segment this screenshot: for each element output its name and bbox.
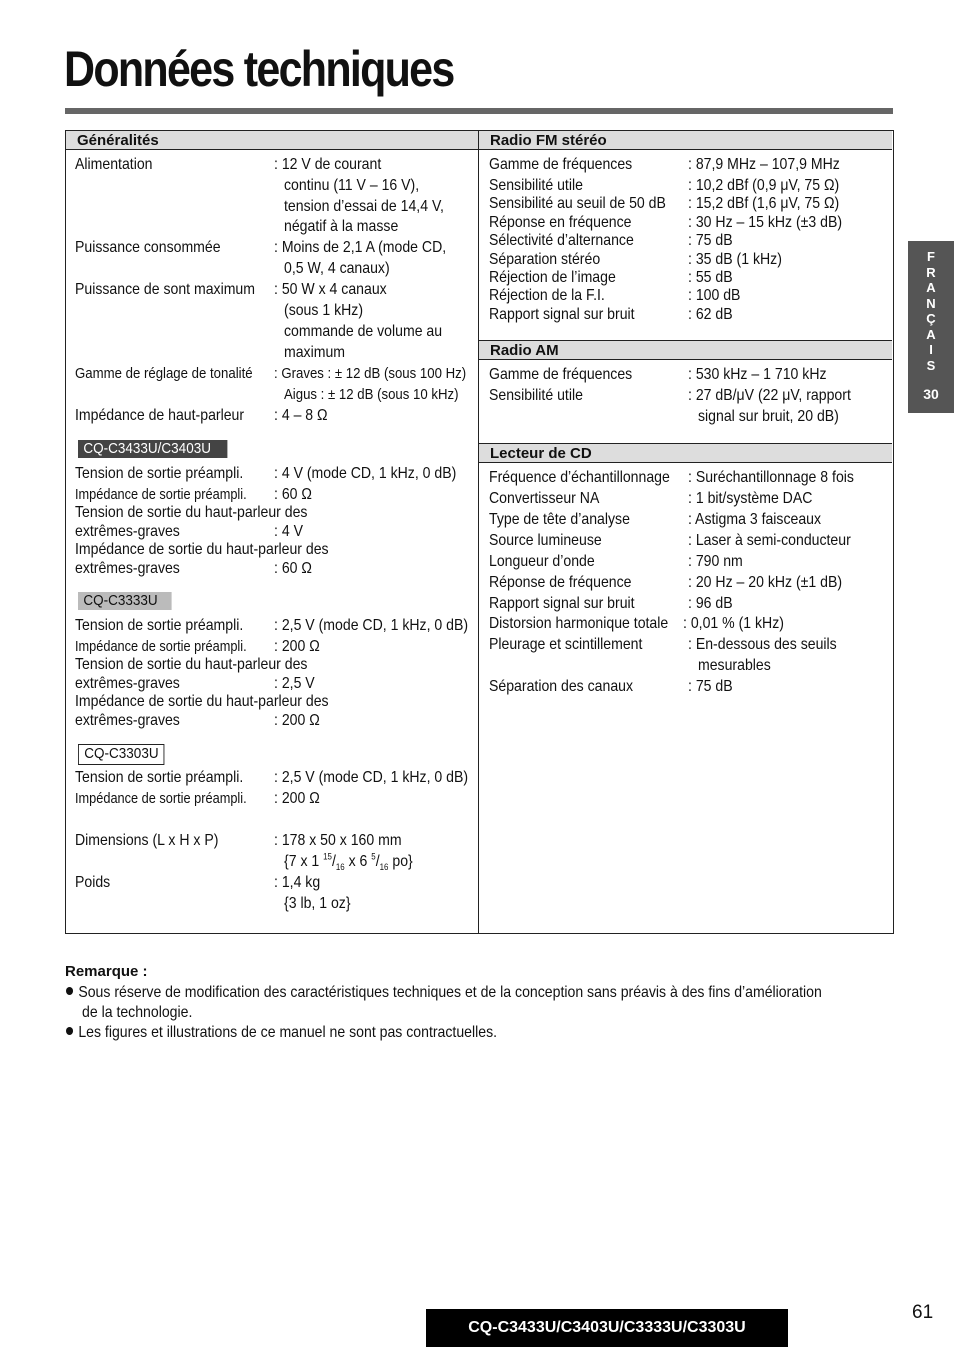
am-value: : 530 kHz – 1 710 kHz — [688, 366, 827, 383]
cd-value: : 96 dB — [688, 595, 733, 612]
cd-value: : Suréchantillonnage 8 fois — [688, 469, 854, 486]
footer-model-list: CQ-C3433U/C3403U/C3333U/C3303U — [426, 1309, 788, 1347]
fm-value: : 55 dB — [688, 269, 733, 286]
section-header-am: Radio AM — [479, 340, 892, 360]
fm-value: : 30 Hz – 15 kHz (±3 dB) — [688, 214, 843, 231]
fm-value: : 87,9 MHz – 107,9 MHz — [688, 156, 840, 173]
spec-value: : 200 Ω — [274, 712, 320, 729]
cd-label: Pleurage et scintillement — [489, 636, 643, 653]
remark-text: Sous réserve de modification des caractéristiques techniques et de la conception sans préavis à des fins d’amélioration — [78, 984, 822, 1001]
tab-letter: N — [926, 295, 936, 311]
spec-label: extrêmes-graves — [75, 675, 180, 692]
spec-value: : 12 V de courant — [274, 156, 382, 173]
am-label: Sensibilité utile — [489, 387, 583, 404]
spec-label: Puissance de sont maximum — [75, 281, 255, 298]
spec-value: : 60 Ω — [274, 486, 312, 503]
bullet-icon — [66, 1027, 73, 1035]
cd-label: Convertisseur NA — [489, 490, 600, 507]
spec-value: : Graves : ± 12 dB (sous 100 Hz) — [274, 365, 467, 382]
section-page-number: 30 — [923, 386, 939, 402]
section-header-cd: Lecteur de CD — [479, 443, 892, 463]
cd-label: Séparation des canaux — [489, 678, 634, 695]
fm-label: Sélectivité d’alternance — [489, 232, 634, 249]
dimensions-inches: {7 x 1 $^{15}/_{16}$ x 6 $^5/_{16}$ po} — [284, 851, 413, 873]
section-header-generalites: Généralités — [66, 131, 478, 150]
fm-label: Réjection de la F.I. — [489, 287, 605, 304]
spec-label: Dimensions (L x H x P) — [75, 832, 219, 849]
cd-label: Réponse de fréquence — [489, 574, 632, 591]
fm-value: : 62 dB — [688, 306, 733, 323]
spec-label: Impédance de sortie préampli. — [75, 791, 247, 807]
fm-value: : 100 dB — [688, 287, 741, 304]
spec-label: extrêmes-graves — [75, 523, 180, 540]
cd-value: mesurables — [698, 657, 771, 674]
bullet-icon — [66, 987, 73, 995]
spec-label: Tension de sortie du haut-parleur des — [75, 504, 308, 521]
cd-value: : En-dessous des seuils — [688, 636, 837, 653]
am-label: Gamme de fréquences — [489, 366, 633, 383]
spec-label: Impédance de sortie du haut-parleur des — [75, 541, 329, 558]
spec-label: Impédance de sortie du haut-parleur des — [75, 693, 329, 710]
model-tag-c3333u: CQ-C3333U — [78, 592, 172, 610]
remark-item-continued: de la technologie. — [82, 1004, 193, 1021]
cd-value: : 790 nm — [688, 553, 743, 570]
spec-label: Alimentation — [75, 156, 153, 173]
spec-label: Tension de sortie du haut-parleur des — [75, 656, 308, 673]
dimension-text: x 6 — [344, 853, 372, 870]
spec-value: (sous 1 kHz) — [284, 302, 364, 319]
tab-letter: I — [929, 342, 933, 357]
spec-value: maximum — [284, 344, 346, 361]
spec-value: : 178 x 50 x 160 mm — [274, 832, 402, 849]
fm-value: : 15,2 dBf (1,6 μV, 75 Ω) — [688, 195, 840, 212]
spec-value: : 200 Ω — [274, 638, 320, 655]
spec-label: Impédance de sortie préampli. — [75, 487, 247, 503]
cd-label: Fréquence d’échantillonnage — [489, 469, 670, 486]
spec-value: Aigus : ± 12 dB (sous 10 kHz) — [284, 386, 459, 403]
am-value: : 27 dB/μV (22 μV, rapport — [688, 387, 851, 404]
fm-label: Séparation stéréo — [489, 251, 601, 268]
spec-value: : 1,4 kg — [274, 874, 321, 891]
dimension-text: {7 x 1 — [284, 853, 324, 870]
fm-label: Réjection de l’image — [489, 269, 616, 286]
spec-label: Tension de sortie préampli. — [75, 617, 244, 634]
fraction-denominator: 16 — [379, 862, 389, 873]
fm-value: : 10,2 dBf (0,9 μV, 75 Ω) — [688, 177, 840, 194]
spec-value: : 50 W x 4 canaux — [274, 281, 387, 298]
model-tag-c3303u: CQ-C3303U — [78, 744, 164, 765]
spec-label: Tension de sortie préampli. — [75, 769, 244, 786]
spec-label: Puissance consommée — [75, 239, 221, 256]
cd-value: : Astigma 3 faisceaux — [688, 511, 822, 528]
am-value: signal sur bruit, 20 dB) — [698, 408, 839, 425]
tab-letter: R — [926, 264, 936, 280]
spec-value: {3 lb, 1 oz} — [284, 895, 351, 912]
spec-value: : 2,5 V (mode CD, 1 kHz, 0 dB) — [274, 617, 469, 634]
cd-label: Type de tête d’analyse — [489, 511, 630, 528]
fm-label: Sensibilité utile — [489, 177, 583, 194]
remark-text: Les figures et illustrations de ce manuel ne sont pas contractuelles. — [78, 1024, 498, 1041]
spec-value: continu (11 V – 16 V), — [284, 177, 420, 194]
spec-value: : 4 – 8 Ω — [274, 407, 328, 424]
fm-value: : 75 dB — [688, 232, 733, 249]
cd-label: Source lumineuse — [489, 532, 602, 549]
model-tag-c3433u-c3403u: CQ-C3433U/C3403U — [78, 440, 227, 458]
spec-label: Impédance de haut-parleur — [75, 407, 245, 424]
language-side-tab — [908, 241, 954, 413]
cd-label: Rapport signal sur bruit — [489, 595, 635, 612]
fraction-numerator: 5 — [371, 851, 376, 862]
cd-value: : 0,01 % (1 kHz) — [683, 615, 784, 632]
fm-label: Réponse en fréquence — [489, 214, 632, 231]
spec-value: tension d’essai de 14,4 V, — [284, 198, 444, 215]
spec-value: négatif à la masse — [284, 218, 399, 235]
tab-letter: S — [926, 357, 936, 373]
spec-value: : Moins de 2,1 A (mode CD, — [274, 239, 447, 256]
fm-value: : 35 dB (1 kHz) — [688, 251, 782, 268]
spec-value: 0,5 W, 4 canaux) — [284, 260, 390, 277]
spec-value: commande de volume au — [284, 323, 443, 340]
fm-label: Sensibilité au seuil de 50 dB — [489, 195, 666, 212]
cd-value: : 75 dB — [688, 678, 733, 695]
fm-label: Rapport signal sur bruit — [489, 306, 635, 323]
page-title: Données techniques — [64, 41, 454, 97]
title-rule — [65, 108, 893, 114]
fraction-denominator: 16 — [335, 862, 345, 873]
tab-letter: A — [926, 326, 936, 342]
cd-label: Longueur d’onde — [489, 553, 595, 570]
remark-item — [66, 983, 822, 1003]
spec-value: : 2,5 V — [274, 675, 315, 692]
spec-value: : 4 V (mode CD, 1 kHz, 0 dB) — [274, 465, 457, 482]
tab-letter: Ç — [926, 311, 936, 326]
section-header-fm: Radio FM stéréo — [479, 131, 892, 150]
spec-label: Gamme de réglage de tonalité — [75, 365, 253, 382]
fraction-numerator: 15 — [323, 851, 332, 862]
cd-value: : 20 Hz – 20 kHz (±1 dB) — [688, 574, 843, 591]
cd-value: : Laser à semi-conducteur — [688, 532, 851, 549]
page-number: 61 — [912, 1302, 934, 1323]
spec-label: Poids — [75, 874, 111, 891]
spec-label: extrêmes-graves — [75, 712, 180, 729]
remark-title: Remarque : — [65, 963, 148, 980]
remark-item — [66, 1023, 497, 1043]
spec-label: Impédance de sortie préampli. — [75, 639, 247, 655]
spec-label: extrêmes-graves — [75, 560, 180, 577]
fm-label: Gamme de fréquences — [489, 156, 633, 173]
cd-label: Distorsion harmonique totale — [489, 615, 669, 632]
spec-label: Tension de sortie préampli. — [75, 465, 244, 482]
spec-value: : 60 Ω — [274, 560, 312, 577]
tab-letter: F — [927, 249, 935, 264]
tab-letter: A — [926, 280, 936, 295]
language-letters — [908, 249, 954, 373]
dimension-text: po} — [388, 853, 413, 870]
column-divider — [478, 130, 479, 933]
cd-value: : 1 bit/système DAC — [688, 490, 813, 507]
spec-value: : 200 Ω — [274, 790, 320, 807]
spec-value: : 4 V — [274, 523, 303, 540]
spec-value: : 2,5 V (mode CD, 1 kHz, 0 dB) — [274, 769, 469, 786]
